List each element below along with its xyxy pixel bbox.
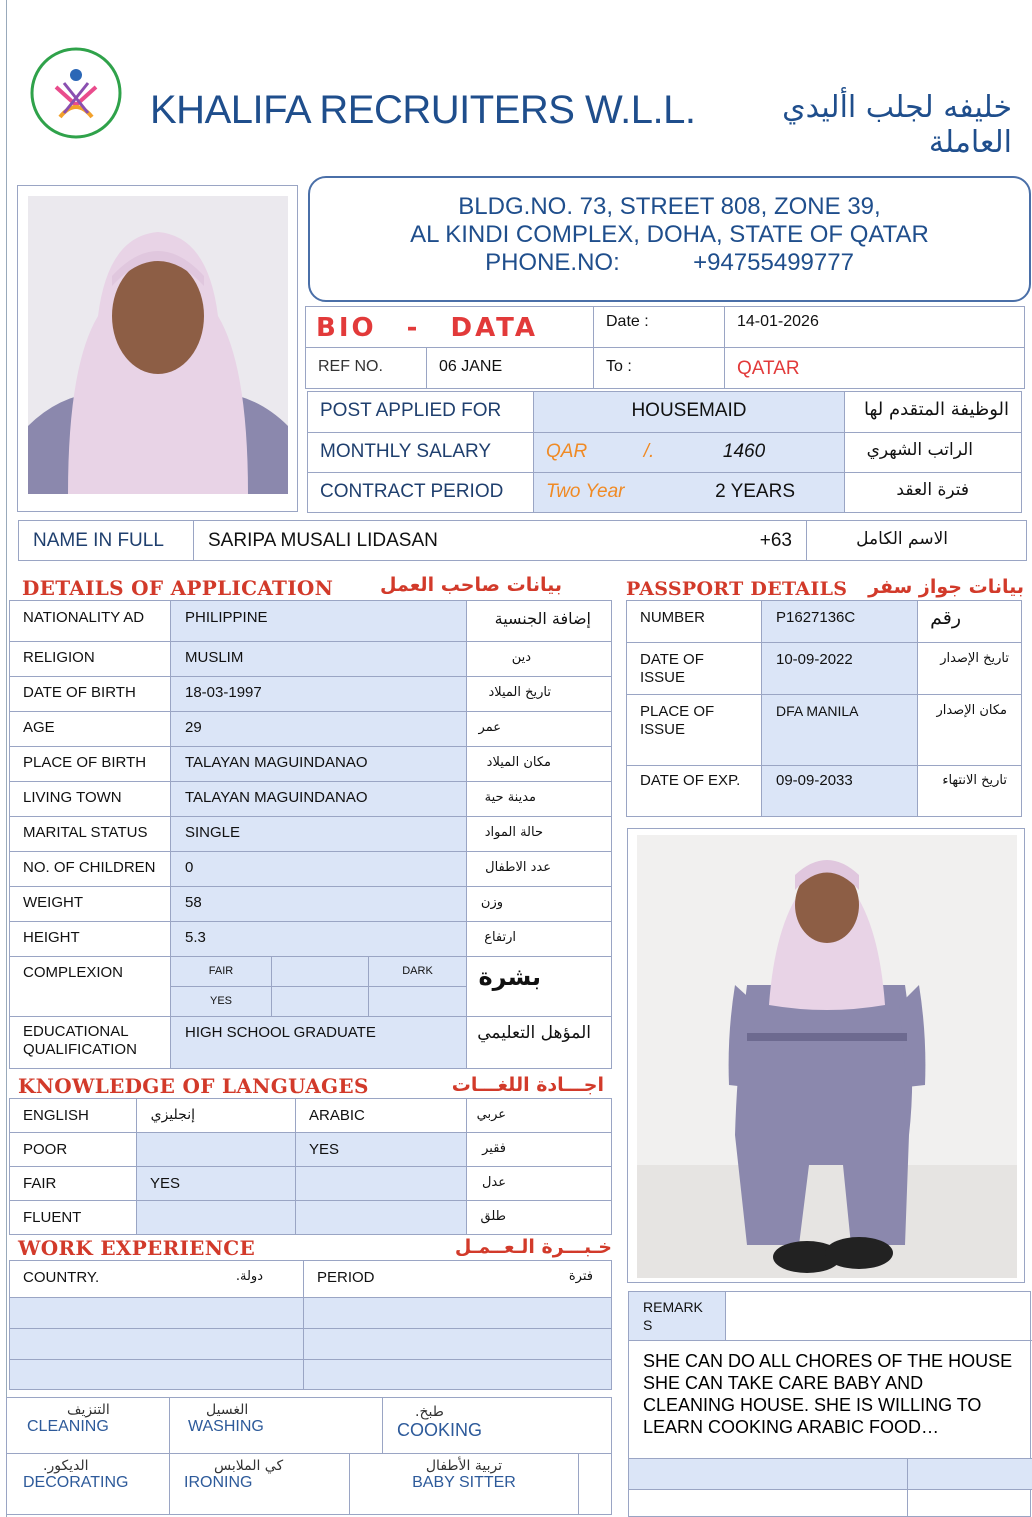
company-name-arabic: خليفه لجلب األيدي العاملة xyxy=(782,90,1012,160)
app-row-nationality-value: PHILIPPINE xyxy=(170,600,467,642)
complexion-dark2-cell xyxy=(368,986,467,1017)
passport-exp-label: DATE OF EXP. xyxy=(640,772,741,789)
lang-fluent-english xyxy=(136,1200,296,1235)
app-row-religion-arabic: دين xyxy=(466,641,612,677)
skill-decorating: الديكور. DECORATING xyxy=(6,1453,170,1515)
salary-value-cell xyxy=(533,432,845,473)
complexion-dark-cell xyxy=(368,956,467,987)
passport-place-value: DFA MANILA xyxy=(776,703,859,719)
lang-fair-label: FAIR xyxy=(9,1166,137,1201)
remarks-footer-divider xyxy=(907,1458,908,1517)
date-value: 14-01-2026 xyxy=(737,313,819,330)
complexion-yes-cell xyxy=(170,986,272,1017)
passport-exp-value: 09-09-2033 xyxy=(776,772,853,789)
date-value-cell xyxy=(724,306,1025,348)
app-row-marital-value: SINGLE xyxy=(170,816,467,852)
complexion-mid-cell xyxy=(271,956,369,987)
date-label-cell xyxy=(593,306,725,348)
passport-place-label-cell xyxy=(626,694,762,766)
languages-section-title-arabic: اجـــادة اللغـــات xyxy=(451,1074,604,1096)
salary-currency: QAR xyxy=(546,441,588,462)
exp-row-2-period xyxy=(303,1328,612,1360)
app-row-age-value: 29 xyxy=(170,711,467,747)
app-row-pob-label: PLACE OF BIRTH xyxy=(9,746,171,782)
skill-cooking: طبخ. COOKING xyxy=(382,1397,612,1454)
app-row-height-label: HEIGHT xyxy=(9,921,171,957)
post-arabic-cell xyxy=(844,391,1022,433)
passport-section-title: PASSPORT DETAILS xyxy=(626,578,848,600)
app-row-weight-label: WEIGHT xyxy=(9,886,171,922)
education-label-cell xyxy=(9,1016,171,1069)
passport-place-label: PLACE OF ISSUE xyxy=(640,703,715,738)
education-arabic: المؤهل التعليمي xyxy=(477,1023,591,1043)
passport-issue-label-cell xyxy=(626,642,762,695)
passport-issue-value: 10-09-2022 xyxy=(776,651,853,668)
app-row-pob-value: TALAYAN MAGUINDANAO xyxy=(170,746,467,782)
name-code: +63 xyxy=(759,530,792,551)
experience-section-title: WORK EXPERIENCE xyxy=(18,1236,256,1260)
app-row-children-arabic: عدد الاطفال xyxy=(466,851,612,887)
full-body-photo xyxy=(637,835,1017,1278)
education-label: EDUCATIONAL QUALIFICATION xyxy=(23,1023,137,1058)
experience-section-title-arabic: خـبـــرة الـعــمـل xyxy=(454,1236,612,1258)
app-row-height-value: 5.3 xyxy=(170,921,467,957)
contract-value-cell xyxy=(533,472,845,513)
app-row-nationality-label: NATIONALITY AD xyxy=(9,600,171,642)
lang-fair-english: YES xyxy=(136,1166,296,1201)
contract-label: CONTRACT PERIOD xyxy=(320,481,504,502)
post-label: POST APPLIED FOR xyxy=(320,400,502,421)
name-value: SARIPA MUSALI LIDASAN xyxy=(208,530,438,551)
ref-label: REF NO. xyxy=(318,358,383,375)
exp-row-3-period xyxy=(303,1359,612,1390)
passport-exp-label-cell xyxy=(626,765,762,817)
to-value: QATAR xyxy=(737,358,800,379)
exp-row-1-period xyxy=(303,1297,612,1329)
to-label-cell xyxy=(593,347,725,389)
lang-fair-arabic-label: عدل xyxy=(466,1166,612,1201)
passport-place-value-cell xyxy=(761,694,918,766)
passport-issue-value-cell xyxy=(761,642,918,695)
passport-exp-arabic: تاريخ الانتهاء xyxy=(942,773,1007,788)
exp-country-header: COUNTRY. دولة. xyxy=(9,1260,304,1298)
name-value-cell xyxy=(193,520,807,561)
education-arabic-cell xyxy=(466,1016,612,1069)
skills-grid xyxy=(6,1397,612,1515)
salary-amount: 1460 xyxy=(722,441,766,462)
remarks-box xyxy=(628,1291,1031,1517)
post-arabic: الوظيفة المتقدم لها xyxy=(863,399,1009,420)
remarks-divider xyxy=(726,1340,1032,1341)
full-body-photo-frame xyxy=(627,828,1025,1283)
skill-cleaning: التنزيف CLEANING xyxy=(6,1397,170,1454)
complexion-fair: FAIR xyxy=(208,965,234,977)
remarks-label: REMARK S xyxy=(643,1299,703,1333)
lang-poor-label: POOR xyxy=(9,1132,137,1167)
passport-number-label: NUMBER xyxy=(640,609,706,626)
page-edge-line xyxy=(6,0,7,1517)
contract-arabic-cell xyxy=(844,472,1022,513)
complexion-arabic-cell xyxy=(466,956,612,1017)
contract-label-cell xyxy=(307,472,534,513)
ref-label-cell xyxy=(305,347,427,389)
education-value: HIGH SCHOOL GRADUATE xyxy=(185,1024,376,1041)
lang-fluent-arabic-label: طلق xyxy=(466,1200,612,1235)
passport-place-arabic: مكان الإصدار xyxy=(936,703,1007,718)
app-row-pob-arabic: مكان الميلاد xyxy=(466,746,612,782)
app-row-religion-value: MUSLIM xyxy=(170,641,467,677)
post-value-cell xyxy=(533,391,845,433)
bio-data-title-cell xyxy=(305,306,594,348)
app-row-weight-arabic: وزن xyxy=(466,886,612,922)
passport-section-title-arabic: بيانات جواز سفر xyxy=(868,576,1024,598)
ref-value: 06 JANE xyxy=(439,358,503,375)
remarks-footer-bar xyxy=(629,1458,1032,1490)
lang-arabic-arabic-header: عربي xyxy=(466,1098,612,1133)
portrait-photo-frame xyxy=(17,185,298,512)
remarks-label-cell xyxy=(629,1292,726,1341)
passport-exp-value-cell xyxy=(761,765,918,817)
skill-washing: الغسيل WASHING xyxy=(169,1397,383,1454)
name-label-cell xyxy=(18,520,194,561)
application-section-title-arabic: بيانات صاحب العمل xyxy=(380,574,562,596)
app-row-marital-label: MARITAL STATUS xyxy=(9,816,171,852)
date-label: Date : xyxy=(606,313,649,330)
app-row-dob-arabic: تاريخ الميلاد xyxy=(466,676,612,712)
lang-fluent-label: FLUENT xyxy=(9,1200,137,1235)
salary-label-cell xyxy=(307,432,534,473)
address-line-2: AL KINDI COMPLEX, DOHA, STATE OF QATAR xyxy=(410,221,929,248)
app-row-town-value: TALAYAN MAGUINDANAO xyxy=(170,781,467,817)
address-line-1: BLDG.NO. 73, STREET 808, ZONE 39, xyxy=(458,193,881,220)
app-row-age-arabic: عمر xyxy=(466,711,612,747)
post-value: HOUSEMAID xyxy=(631,400,747,421)
portrait-photo xyxy=(28,196,288,494)
remarks-text: SHE CAN DO ALL CHORES OF THE HOUSE SHE CAN TAKE CARE BABY AND CLEANING HOUSE. SHE IS WILLING TO LEARN COOKING ARABIC FOOD… xyxy=(643,1351,1013,1437)
languages-section-title: KNOWLEDGE OF LANGUAGES xyxy=(18,1074,369,1098)
address-box xyxy=(308,176,1031,302)
name-label: NAME IN FULL xyxy=(33,530,164,551)
complexion-fair-cell xyxy=(170,956,272,987)
lang-english-arabic-header: إنجليزي xyxy=(136,1098,296,1133)
lang-fair-arabic xyxy=(295,1166,467,1201)
lang-poor-english xyxy=(136,1132,296,1167)
app-row-dob-label: DATE OF BIRTH xyxy=(9,676,171,712)
lang-poor-arabic: YES xyxy=(295,1132,467,1167)
name-arabic-cell xyxy=(806,520,1027,561)
app-row-age-label: AGE xyxy=(9,711,171,747)
passport-exp-arabic-cell xyxy=(917,765,1022,817)
app-row-weight-value: 58 xyxy=(170,886,467,922)
to-value-cell xyxy=(724,347,1025,389)
app-row-nationality-arabic: إضافة الجنسية xyxy=(466,600,612,642)
salary-label: MONTHLY SALARY xyxy=(320,441,492,462)
education-value-cell xyxy=(170,1016,467,1069)
contract-arabic: فترة العقد xyxy=(896,480,969,500)
name-arabic: الاسم الكامل xyxy=(856,529,948,549)
app-row-children-label: NO. OF CHILDREN xyxy=(9,851,171,887)
exp-period-header: PERIOD فترة xyxy=(303,1260,612,1298)
lang-english-header: ENGLISH xyxy=(9,1098,137,1133)
app-row-dob-value: 18-03-1997 xyxy=(170,676,467,712)
passport-number-arabic: رقم xyxy=(930,607,961,629)
salary-arabic-cell xyxy=(844,432,1022,473)
contract-value: 2 YEARS xyxy=(715,481,795,502)
app-row-children-value: 0 xyxy=(170,851,467,887)
exp-row-3-country xyxy=(9,1359,304,1390)
phone-label: PHONE.NO: xyxy=(485,249,620,276)
passport-issue-arabic-cell xyxy=(917,642,1022,695)
complexion-mid2-cell xyxy=(271,986,369,1017)
lang-arabic-header: ARABIC xyxy=(295,1098,467,1133)
skill-ironing: كي الملابس IRONING xyxy=(169,1453,350,1515)
app-row-marital-arabic: حالة المواد xyxy=(466,816,612,852)
phone-number: +94755499777 xyxy=(693,249,854,276)
phone-row xyxy=(310,249,1029,277)
exp-row-1-country xyxy=(9,1297,304,1329)
complexion-yes: YES xyxy=(209,995,232,1007)
company-name: KHALIFA RECRUITERS W.L.L. xyxy=(150,88,696,132)
passport-number-arabic-cell xyxy=(917,600,1022,643)
skill-empty-cell xyxy=(578,1453,612,1515)
complexion-dark: DARK xyxy=(402,965,433,977)
passport-issue-label: DATE OF ISSUE xyxy=(640,651,704,686)
passport-place-arabic-cell xyxy=(917,694,1022,766)
app-row-town-arabic: مدينة حية xyxy=(466,781,612,817)
app-row-height-arabic: ارتفاع xyxy=(466,921,612,957)
contract-note: Two Year xyxy=(546,481,625,502)
complexion-arabic: بشرة xyxy=(478,963,541,991)
lang-poor-arabic-label: فقير xyxy=(466,1132,612,1167)
skill-baby-sitter: تربية الأطفال BABY SITTER xyxy=(349,1453,579,1515)
application-section-title: DETAILS OF APPLICATION xyxy=(22,576,334,600)
lang-fluent-arabic xyxy=(295,1200,467,1235)
app-row-religion-label: RELIGION xyxy=(9,641,171,677)
salary-separator: /. xyxy=(643,441,655,462)
complexion-label: COMPLEXION xyxy=(23,964,124,981)
complexion-label-cell xyxy=(9,956,171,1017)
bio-data-title: BIO - DATA xyxy=(316,313,539,343)
passport-issue-arabic: تاريخ الإصدار xyxy=(940,651,1009,666)
ref-value-cell xyxy=(426,347,594,389)
passport-number-value-cell xyxy=(761,600,918,643)
post-label-cell xyxy=(307,391,534,433)
exp-row-2-country xyxy=(9,1328,304,1360)
to-label: To : xyxy=(606,358,632,375)
passport-number-value: P1627136C xyxy=(776,609,856,626)
passport-number-label-cell xyxy=(626,600,762,643)
app-row-town-label: LIVING TOWN xyxy=(9,781,171,817)
salary-arabic: الراتب الشهري xyxy=(866,440,973,460)
company-logo xyxy=(30,47,122,139)
